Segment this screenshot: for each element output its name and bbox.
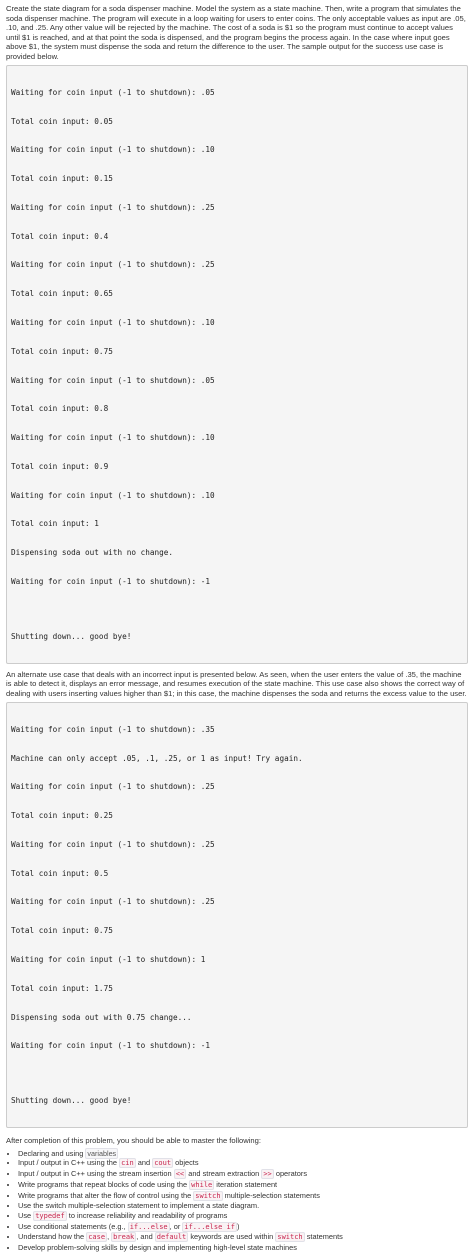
code-line: Total coin input: 1.75 <box>11 983 113 993</box>
item-text: Understand how the <box>18 1232 87 1242</box>
code-line: Waiting for coin input (-1 to shutdown): .05 <box>11 375 215 385</box>
code-term: << <box>175 1170 185 1179</box>
code-term: case <box>88 1233 106 1242</box>
code-line: Waiting for coin input (-1 to shutdown): 1 <box>11 955 206 964</box>
code-term: >> <box>263 1170 272 1179</box>
item-text: and <box>135 1158 153 1168</box>
code-line: Total coin input: 0.8 <box>11 404 109 414</box>
item-text: Declaring and using <box>18 1148 86 1158</box>
list-item <box>18 1191 468 1202</box>
item-text: multiple-selection statements <box>222 1190 320 1200</box>
code-line: Total coin input: 0.25 <box>11 811 113 821</box>
success-sample-output <box>6 65 468 664</box>
item-text: operators <box>273 1169 308 1179</box>
shutdown-line: Shutting down... good bye! <box>11 1096 132 1106</box>
item-text: to increase reliability and readability of programs <box>66 1210 228 1220</box>
list-item <box>18 1169 468 1180</box>
code-term: if...else <box>129 1222 168 1231</box>
item-text: Input / output in C++ using the stream insertion <box>18 1169 174 1179</box>
code-line: Waiting for coin input (-1 to shutdown): .10 <box>11 318 215 327</box>
list-item <box>18 1158 468 1169</box>
list-item <box>18 1211 468 1222</box>
code-line: Waiting for coin input (-1 to shutdown): .25 <box>11 260 215 270</box>
item-text: , and <box>136 1232 155 1242</box>
code-line: Waiting for coin input (-1 to shutdown): .35 <box>11 724 215 734</box>
code-line: Waiting for coin input (-1 to shutdown): .25 <box>11 839 215 849</box>
error-sample-output <box>6 702 468 1129</box>
code-line: Waiting for coin input (-1 to shutdown): -1 <box>11 577 211 587</box>
code-line: Dispensing soda out with 0.75 change... <box>11 1012 192 1022</box>
code-line: Total coin input: 0.9 <box>11 461 109 471</box>
code-line: Waiting for coin input (-1 to shutdown): .25 <box>11 782 215 792</box>
item-text: statements <box>304 1232 343 1242</box>
outcomes-list <box>6 1149 468 1253</box>
code-line: Dispensing soda out with no change. <box>11 548 173 558</box>
item-text: keywords are used within <box>188 1232 276 1242</box>
shutdown-line: Shutting down... good bye! <box>11 632 132 641</box>
code-line: Total coin input: 0.65 <box>11 289 113 299</box>
list-item <box>18 1180 468 1191</box>
list-item <box>18 1201 468 1211</box>
list-item <box>18 1232 468 1243</box>
item-text: , <box>107 1232 112 1242</box>
code-term: default <box>156 1233 187 1242</box>
code-term: if...else if <box>184 1222 235 1231</box>
item-text: Develop problem-solving skills by design and implementing high-level state machines <box>18 1243 297 1253</box>
code-line: Waiting for coin input (-1 to shutdown): .10 <box>11 433 215 443</box>
code-line: Waiting for coin input (-1 to shutdown): .10 <box>11 145 215 155</box>
code-line: Waiting for coin input (-1 to shutdown): .05 <box>11 87 215 97</box>
item-text: , or <box>169 1221 183 1231</box>
code-line: Waiting for coin input (-1 to shutdown): .10 <box>11 490 215 500</box>
code-line: Total coin input: 0.15 <box>11 174 113 184</box>
code-term: while <box>191 1180 213 1189</box>
code-line: Total coin input: 0.05 <box>11 116 113 126</box>
code-line: Waiting for coin input (-1 to shutdown): .25 <box>11 897 215 907</box>
list-item <box>18 1149 468 1159</box>
outcomes-heading: After completion of this problem, you should be able to master the following: <box>6 1136 261 1146</box>
item-text: Use conditional statements (e.g., <box>18 1221 128 1231</box>
blank-line <box>11 606 463 613</box>
blank-line <box>11 1070 463 1077</box>
code-term: cin <box>121 1159 134 1168</box>
code-line: Total coin input: 0.75 <box>11 346 113 356</box>
item-text: Use the switch multiple-selection statement to implement a state diagram. <box>18 1201 260 1211</box>
item-text: and stream extraction <box>186 1169 262 1179</box>
code-term: switch <box>277 1233 303 1242</box>
code-line: Waiting for coin input (-1 to shutdown): -1 <box>11 1041 211 1051</box>
highlighted-term: variables <box>87 1148 117 1158</box>
code-line: Total coin input: 0.4 <box>11 231 109 241</box>
code-line: Waiting for coin input (-1 to shutdown): .25 <box>11 202 215 212</box>
item-text: Write programs that alter the flow of control using the <box>18 1190 194 1200</box>
item-text: iteration statement <box>214 1179 278 1189</box>
intro-paragraph: Create the state diagram for a soda dispenser machine. Model the system as a state machine. Then, write a program that simulates the soda dispenser machine. The program will execute in a loop waiting for users to enter coins. The only acceptable values as input are .05, .10, and .25. Any other value will be rejected by the machine. The cost of a soda is $1 so the program must continue to accept values until $1 is reached, and at that point the soda is dispensed, and the program begins the process again. In the case where input goes above $1, the system must dispense the soda and return the difference to the user. The sample output for the success use case is provided below. <box>6 4 466 61</box>
code-term: cout <box>154 1159 172 1168</box>
code-line: Total coin input: 0.5 <box>11 868 109 878</box>
item-text: Use <box>18 1210 34 1220</box>
code-line: Total coin input: 1 <box>11 519 99 529</box>
code-term: typedef <box>35 1211 65 1220</box>
code-term: switch <box>195 1191 221 1200</box>
code-term: break <box>113 1233 135 1242</box>
item-text: Input / output in C++ using the <box>18 1158 120 1168</box>
item-text: ) <box>236 1221 240 1231</box>
item-text: objects <box>173 1158 199 1168</box>
item-text: Write programs that repeat blocks of code using the <box>18 1179 190 1189</box>
list-item <box>18 1222 468 1233</box>
code-line: Total coin input: 0.75 <box>11 926 113 936</box>
list-item <box>18 1243 468 1253</box>
code-line: Machine can only accept .05, .1, .25, or 1 as input! Try again. <box>11 753 303 763</box>
alternate-paragraph: An alternate use case that deals with an incorrect input is presented below. As seen, when the user enters the value of .35, the machine is able to detect it, displays an error message, and resumes execution of the state machine. This use case also shows the correct way of dealing with users inserting values higher than $1; in this case, the machine dispenses the soda and returns the excess value to the user. <box>6 669 467 698</box>
